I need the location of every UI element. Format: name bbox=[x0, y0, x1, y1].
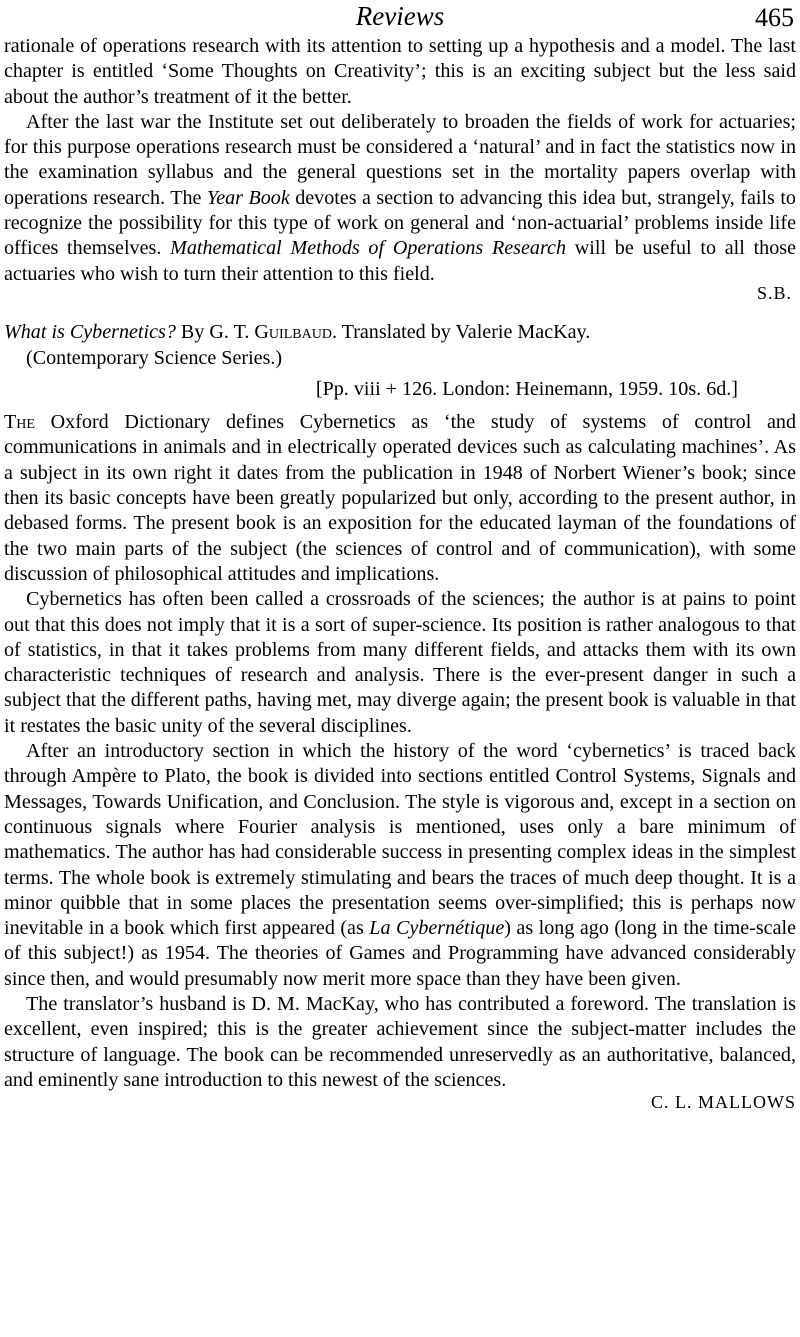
prev-review-text-a: After the last war the Institute set out deliberately to broaden the fields of work for actuaries; for this purpose operations research must be considered a ‘natural’ and in fact the statistics now in the examination syllabus and the general questions set in the mortality papers overlap with operations research. The bbox=[4, 110, 796, 209]
prev-review-text-c: will be useful to all those actuaries who wish to turn their attention to this field. bbox=[4, 237, 796, 285]
review-paragraph-4: The translator’s husband is D. M. MacKay, who has contributed a foreword. The translation is excellent, even inspired; this is the greater achievement since the subject-matter includes the structure of language. The book can be recommended unreservedly as an authoritative, balanced, and eminently sane introduction to this newest of the sciences. bbox=[4, 992, 796, 1091]
review-paragraph-3-text-b: ) as long ago (long in the time-scale of this subject!) as 1954. The theories of Games and Programming have advanced considerably since then, and would presumably now merit more space than they have been given. bbox=[4, 917, 796, 990]
running-title: Reviews bbox=[355, 1, 445, 31]
review-heading bbox=[4, 320, 796, 402]
review-paragraph-1-text: Oxford Dictionary defines Cybernetics as ‘the study of systems of control and communications in animals and in electrically operated devices such as calculating machines’. As a subject in its own right it dates from the publication in 1948 of Norbert Wiener’s book; since then its basic concepts have been greatly popularized but only, according to the present author, in debased forms. The present book is an exposition for the educated layman of the foundations of the two main parts of the subject (the sciences of control and of communication), with some discussion of philosophical attitudes and implications. bbox=[4, 411, 796, 585]
article-body bbox=[4, 34, 796, 1115]
first-word: The bbox=[4, 411, 35, 434]
review-paragraph-3-text-a: After an introductory section in which the history of the word ‘cybernetics’ is traced back through Ampère to Plato, the book is divided into sections entitled Control Systems, Signals and Messages, Towards Unification, and Conclusion. The style is vigorous and, except in a section on continuous signals where Fourier analysis is mentioned, uses only a bare minimum of mathematics. The author has had considerable success in presenting complex ideas in the simplest terms. The whole book is extremely stimulating and bears the traces of much deep thought. It is a minor quibble that in some places the presentation seems over-simplified; this is perhaps now inevitable in a book which first appeared (as bbox=[4, 740, 796, 940]
page-number: 465 bbox=[755, 3, 794, 32]
french-title: La Cybernétique bbox=[369, 917, 505, 940]
prev-review-signature: S.B. bbox=[756, 282, 792, 303]
review-author: Guilbaud bbox=[254, 321, 332, 344]
review-title-line bbox=[4, 320, 796, 371]
review-paragraph-3 bbox=[4, 739, 796, 992]
prev-review-paragraph-2 bbox=[4, 110, 796, 287]
publication-details: [Pp. viii + 126. London: Heinemann, 1959. 10s. 6d.] bbox=[315, 377, 738, 400]
review-series: (Contemporary Science Series.) bbox=[26, 346, 283, 369]
review-paragraph-2: Cybernetics has often been called a crossroads of the sciences; the author is at pains to point out that this does not imply that it is a sort of super-science. Its position is rather analogous to that of statistics, in that it takes problems from many different fields, and attacks them with its own characteristic techniques of research and analysis. There is the ever-present danger in such a subject that the different paths, having met, may diverge again; the present book is valuable in that it restates the basic unity of the several disciplines. bbox=[4, 588, 796, 737]
review-book-title: What is Cybernetics? bbox=[4, 321, 176, 344]
review-signature: C. L. MALLOWS bbox=[651, 1092, 796, 1113]
journal-page bbox=[4, 0, 796, 1115]
page-header bbox=[4, 0, 796, 34]
year-book-title: Year Book bbox=[206, 186, 290, 209]
review-translated: . Translated by Valerie MacKay. bbox=[331, 321, 591, 344]
prev-review-text-b: devotes a section to advancing this idea but, strangely, fails to recognize the possibility for this type of work on general and ‘non-actuarial’ problems inside life offices themselves. bbox=[4, 186, 796, 260]
review-paragraph-1 bbox=[4, 410, 796, 587]
reviewed-book-title: Mathematical Methods of Operations Research bbox=[170, 237, 567, 260]
review-by: By G. T. bbox=[175, 321, 255, 344]
prev-review-paragraph-1: rationale of operations research with its attention to setting up a hypothesis and a model. The last chapter is entitled ‘Some Thoughts on Creativity’; this is an exciting subject but the less said about the author’s treatment of it the better. bbox=[4, 35, 796, 108]
